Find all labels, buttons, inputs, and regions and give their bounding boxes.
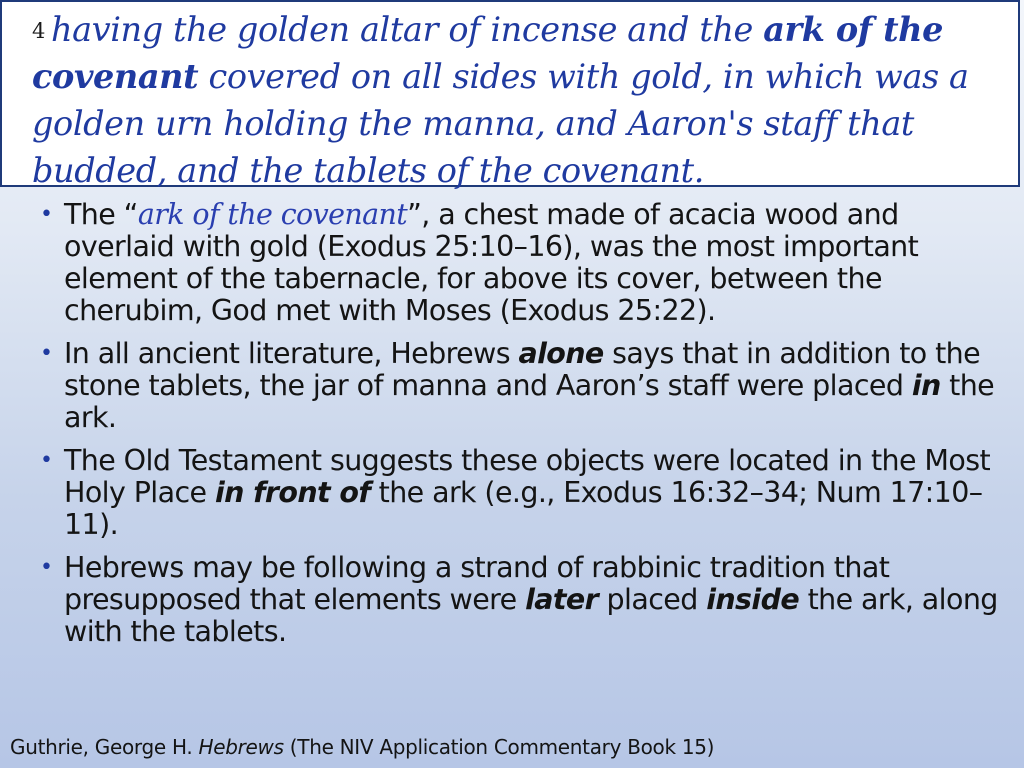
bullet-text-emphasis: in (911, 369, 941, 402)
bullet-text-emphasis: later (525, 583, 599, 616)
citation-title: Hebrews (198, 735, 284, 759)
verse-text-part2: covered on all sides with gold, in which was a golden urn holding the manna, and Aaron's staff that budded, and the tablets of the covenant. (32, 57, 969, 190)
bullet-item-old-testament (40, 445, 1015, 541)
citation-author: Guthrie, George H. (10, 735, 199, 759)
bullet-text-emphasis: in front of (214, 476, 371, 509)
verse-text-bold: ark of the covenant (32, 10, 944, 96)
bullet-text-emphasis: alone (518, 337, 604, 370)
bullet-icon: • (40, 448, 53, 473)
bullet-item-ark (40, 199, 1015, 327)
bullet-text: Hebrews may be following a strand of rabbinic tradition that presupposed that elements were (64, 551, 890, 616)
bullet-text-emphasis: inside (706, 583, 800, 616)
bullet-item-rabbinic (40, 552, 1015, 648)
verse-text-part1: having the golden altar of incense and the (50, 10, 764, 49)
bullet-text: The “ (64, 198, 138, 231)
verse-box (0, 0, 1020, 190)
bullet-text: ”, a chest made of acacia wood and overlaid with gold (Exodus 25:10–16), was the most important element of the tabernacle, for above its cover, between the cherubim, God met with Moses (Exodus 25:22). (64, 198, 919, 327)
bullet-text: the ark (e.g., Exodus 16:32–34; Num 17:10–11). (64, 476, 983, 541)
bullet-list (40, 199, 1015, 659)
bullet-icon: • (40, 202, 53, 227)
bullet-text: placed (598, 583, 707, 616)
bullet-text: the ark, along with the tablets. (64, 583, 998, 648)
bullet-text: the ark. (64, 369, 995, 434)
bullet-text: In all ancient literature, Hebrews (64, 337, 519, 370)
bullet-icon: • (40, 555, 53, 580)
bullet-text: says that in addition to the stone tablets, the jar of manna and Aaron’s staff were placed (64, 337, 981, 402)
bullet-icon: • (40, 341, 53, 366)
citation-details: (The NIV Application Commentary Book 15) (283, 735, 715, 759)
source-citation (10, 735, 714, 759)
bullet-text: The Old Testament suggests these objects were located in the Most Holy Place (64, 444, 991, 509)
bullet-item-literature (40, 338, 1015, 434)
verse-number: 4 (32, 19, 45, 43)
bullet-text-emphasis: ark of the covenant (137, 198, 408, 231)
